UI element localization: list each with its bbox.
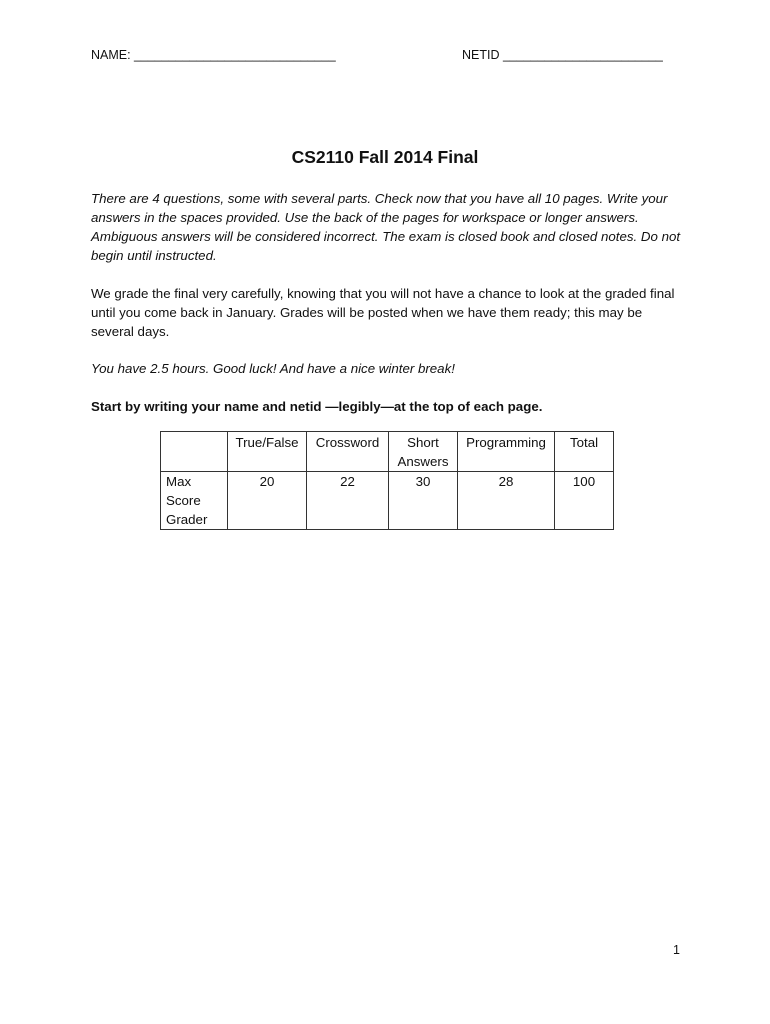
row-label: Max: [161, 472, 228, 492]
row-label: Grader: [161, 510, 228, 530]
table-header-cell: Programming: [458, 432, 555, 472]
table-header-row: [161, 432, 614, 472]
instructions-paragraph: There are 4 questions, some with several parts. Check now that you have all 10 pages. Write your answers in the spaces provided. Use the back of the pages for workspace or longer answers. Ambiguous answers will be considered incorrect. The exam is closed book and closed notes. Do not begin until instructed.: [91, 191, 681, 263]
table-row: [161, 491, 614, 510]
table-cell: [307, 510, 389, 530]
table-cell: 22: [307, 472, 389, 492]
table-cell: 100: [555, 472, 614, 492]
table-cell: [458, 510, 555, 530]
table-row: [161, 510, 614, 530]
table-header-cell: True/False: [228, 432, 307, 472]
score-table: [160, 431, 614, 530]
table-cell: [228, 491, 307, 510]
time-paragraph: You have 2.5 hours. Good luck! And have a nice winter break!: [91, 361, 455, 376]
table-row: [161, 472, 614, 492]
table-cell: [389, 510, 458, 530]
exam-title: CS2110 Fall 2014 Final: [291, 147, 479, 167]
row-label: Score: [161, 491, 228, 510]
table-cell: 20: [228, 472, 307, 492]
table-header-cell: Crossword: [307, 432, 389, 472]
table-cell: [555, 510, 614, 530]
grading-paragraph: We grade the final very carefully, knowing that you will not have a chance to look at the graded final until you come back in January. Grades will be posted when we have them ready; this may be several days.: [91, 286, 675, 339]
table-header-cell: Total: [555, 432, 614, 472]
name-reminder-paragraph: Start by writing your name and netid —legibly—at the top of each page.: [91, 399, 543, 414]
table-header-cell: Short Answers: [389, 432, 458, 472]
name-field-label: NAME: _____________________________: [91, 48, 336, 62]
page-number: 1: [673, 943, 680, 957]
table-cell: [555, 491, 614, 510]
table-cell: [228, 510, 307, 530]
table-cell: [307, 491, 389, 510]
netid-field-label: NETID _______________________: [462, 48, 663, 62]
table-header-cell: [161, 432, 228, 472]
table-cell: [458, 491, 555, 510]
table-cell: 30: [389, 472, 458, 492]
table-cell: 28: [458, 472, 555, 492]
table-cell: [389, 491, 458, 510]
